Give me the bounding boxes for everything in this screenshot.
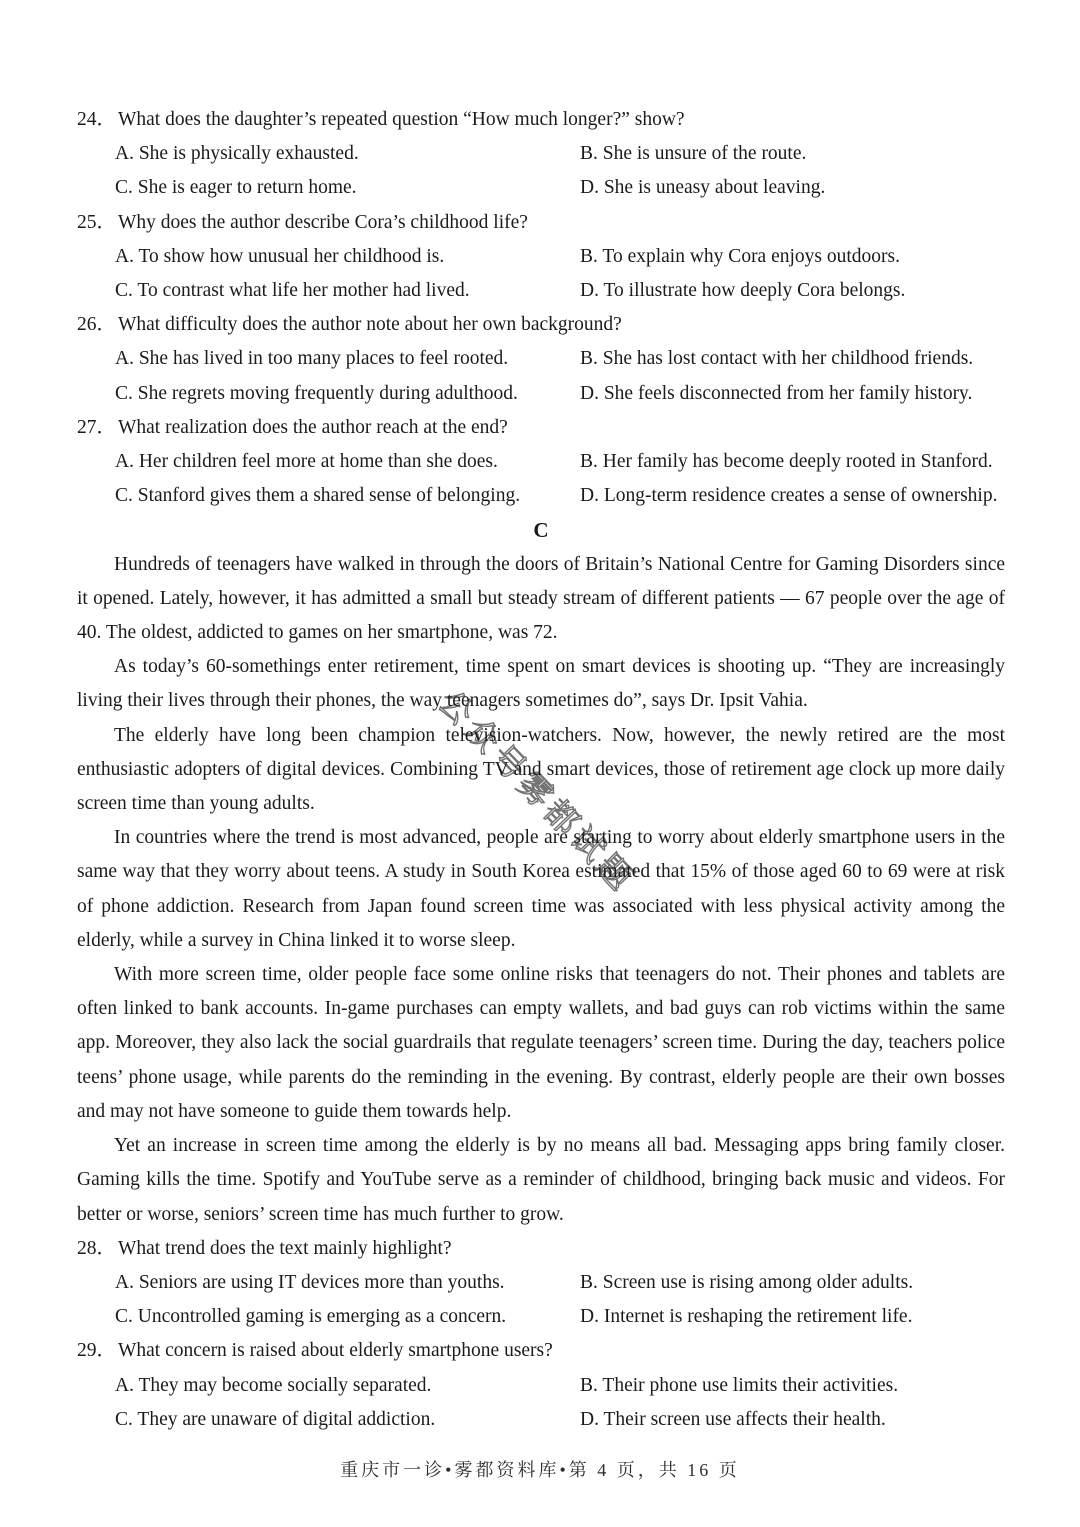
option-row — [77, 1266, 1005, 1300]
page-content — [77, 103, 1005, 1437]
question-26 — [77, 308, 1005, 411]
passage-paragraph-3: The elderly have long been champion television-watchers. Now, however, the newly retired are the most enthusiastic adopters of digital devices. Combining TV and smart devices, those of retirement age clock up more daily screen time than young adults. — [77, 724, 1005, 815]
question-number: 25． — [77, 211, 117, 233]
question-28 — [77, 1232, 1005, 1335]
passage-paragraph-4: In countries where the trend is most advanced, people are starting to worry about elderly smartphone users in the same way that they worry about teens. A study in South Korea estimated that 15% of those aged 60 to 69 were at risk of phone addiction. Research from Japan found screen time was associated with less physical activity among the elderly, while a survey in China linked it to worse sleep. — [77, 827, 1005, 951]
option-row — [77, 1403, 1005, 1437]
question-number: 29． — [77, 1340, 117, 1362]
option-row — [77, 377, 1005, 411]
question-head — [77, 103, 1005, 137]
option-b: B. Their phone use limits their activities. — [580, 1374, 899, 1396]
option-row — [77, 274, 1005, 308]
option-c: C. Uncontrolled gaming is emerging as a concern. — [115, 1306, 507, 1328]
question-29 — [77, 1334, 1005, 1437]
passage-paragraph-1: Hundreds of teenagers have walked in through the doors of Britain’s National Centre for Gaming Disorders since it opened. Lately, however, it has admitted a small but steady stream of different patients — 67 people over the age of 40. The oldest, addicted to games on her smartphone, was 72. — [77, 553, 1005, 644]
option-a: A. Seniors are using IT devices more than youths. — [115, 1271, 505, 1293]
option-row — [77, 342, 1005, 376]
question-number: 27． — [77, 416, 117, 438]
option-a: A. Her children feel more at home than she does. — [115, 451, 498, 473]
option-d: D. She feels disconnected from her family history. — [580, 382, 973, 404]
option-c: C. They are unaware of digital addiction. — [115, 1408, 436, 1430]
option-b: B. Her family has become deeply rooted in Stanford. — [580, 451, 993, 473]
question-head — [77, 1232, 1005, 1266]
option-d: D. She is uneasy about leaving. — [580, 177, 826, 199]
option-row — [77, 240, 1005, 274]
question-head — [77, 206, 1005, 240]
passage-paragraph-5: With more screen time, older people face some online risks that teenagers do not. Their phones and tablets are often linked to bank accounts. In-game purchases can empty wallets, and bad guys can rob victims within the same app. Moreover, they also lack the social guardrails that regulate teenagers’ screen time. During the day, teachers police teens’ phone usage, while parents do the reminding in the evening. By contrast, elderly people are their own bosses and may not have someone to guide them towards help. — [77, 964, 1005, 1122]
question-text: What trend does the text mainly highlight? — [118, 1237, 452, 1259]
option-c: C. She is eager to return home. — [115, 177, 357, 199]
passage-section-label: C — [533, 518, 549, 543]
option-d: D. Long-term residence creates a sense of ownership. — [580, 485, 998, 507]
question-text: What does the daughter’s repeated question “How much longer?” show? — [118, 109, 685, 130]
option-a: A. She has lived in too many places to feel rooted. — [115, 348, 509, 370]
option-row — [77, 1369, 1005, 1403]
question-text: Why does the author describe Cora’s childhood life? — [118, 211, 528, 233]
option-row — [77, 1300, 1005, 1334]
question-27 — [77, 411, 1005, 514]
page-footer: 重庆市一诊•雾都资料库•第 4 页，共 16 页 — [340, 1460, 740, 1480]
option-a: A. She is physically exhausted. — [115, 143, 359, 165]
passage-paragraph-2: As today’s 60-somethings enter retirement, time spent on smart devices is shooting up. “They are increasingly living their lives through their phones, the way teenagers sometimes do”, says Dr. Ipsit Vahia. — [77, 656, 1005, 712]
option-row — [77, 171, 1005, 205]
question-head — [77, 308, 1005, 342]
question-number: 24． — [77, 109, 117, 130]
option-d: D. To illustrate how deeply Cora belongs. — [580, 280, 906, 302]
question-text: What difficulty does the author note about her own background? — [118, 314, 622, 336]
question-head — [77, 1334, 1005, 1368]
question-text: What realization does the author reach at the end? — [118, 416, 508, 438]
option-a: A. To show how unusual her childhood is. — [115, 245, 445, 267]
question-head — [77, 411, 1005, 445]
question-24 — [77, 103, 1005, 206]
passage-paragraph-6: Yet an increase in screen time among the elderly is by no means all bad. Messaging apps bring family closer. Gaming kills the time. Spotify and YouTube serve as a reminder of childhood, bringing back music and videos. For better or worse, seniors’ screen time has much further to grow. — [77, 1135, 1005, 1225]
option-row — [77, 445, 1005, 479]
option-row — [77, 137, 1005, 171]
option-row — [77, 479, 1005, 513]
question-text: What concern is raised about elderly smartphone users? — [118, 1340, 553, 1362]
option-b: B. She is unsure of the route. — [580, 143, 807, 165]
option-a: A. They may become socially separated. — [115, 1374, 432, 1396]
option-c: C. To contrast what life her mother had lived. — [115, 280, 470, 302]
option-b: B. She has lost contact with her childhood friends. — [580, 348, 974, 370]
question-number: 26． — [77, 314, 117, 336]
option-b: B. Screen use is rising among older adults. — [580, 1271, 914, 1293]
watermark: 公众号雾都试题 — [430, 682, 644, 901]
question-25 — [77, 206, 1005, 309]
option-d: D. Internet is reshaping the retirement life. — [580, 1306, 913, 1328]
option-b: B. To explain why Cora enjoys outdoors. — [580, 245, 900, 267]
question-number: 28． — [77, 1237, 117, 1259]
option-c: C. She regrets moving frequently during adulthood. — [115, 382, 518, 404]
option-d: D. Their screen use affects their health. — [580, 1408, 886, 1430]
option-c: C. Stanford gives them a shared sense of belonging. — [115, 485, 521, 507]
